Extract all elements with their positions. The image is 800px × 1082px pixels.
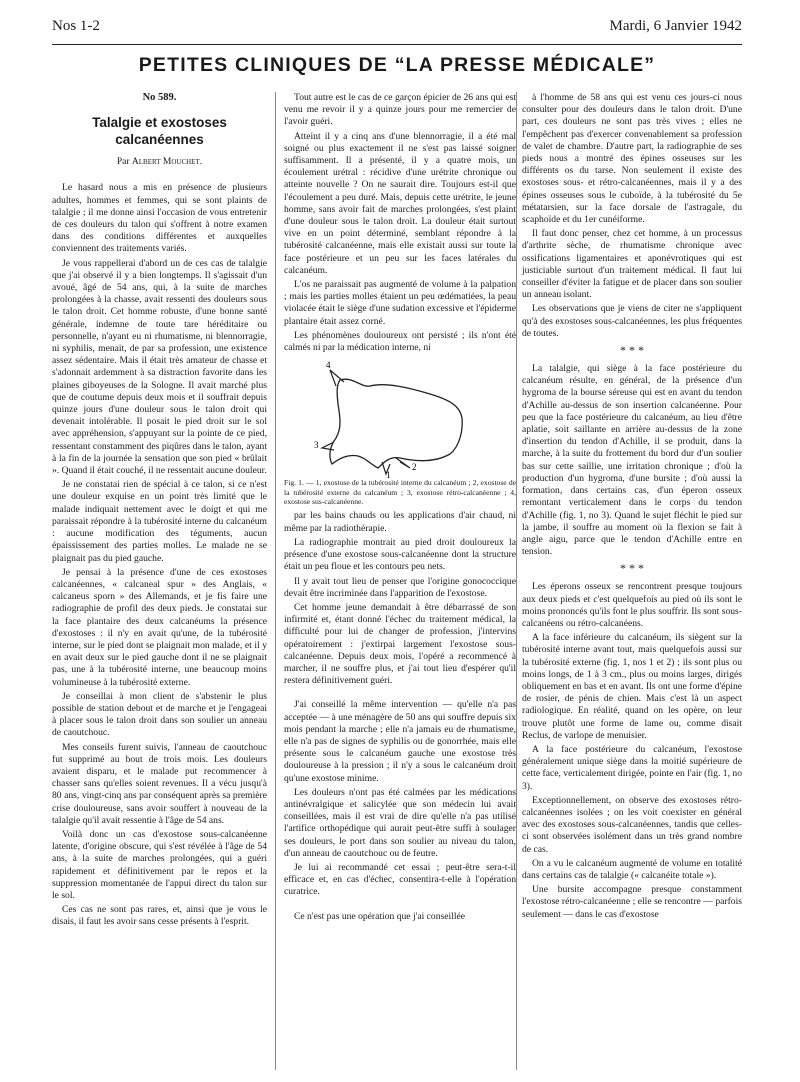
header-rule — [52, 44, 742, 45]
paragraph: Mes conseils furent suivis, l'anneau de caoutchouc fut supprimé au bout de trois mois. Les douleurs avaient disparu, et le malade put recommencer à chasser sans qu'elles soient revenues. Il a vécu jusqu'à 80 ans, vingt-cinq ans par conséquent après sa première crise douloureuse, sans avoir souffert à nouveau de la talalgie qu'il avait ressentie à l'âge de 54 ans. — [52, 741, 267, 826]
author-prefix: Par — [116, 157, 130, 168]
paragraph: La talalgie, qui siège à la face postérieure du calcanéum résulte, en général, de la présence d'un hygroma de la bourse séreuse qui est en avant du tendon d'Achille au-dessus de son insertion calcanéenne. Pour peu que la face postérieure du calcanéum, au lieu d'être aplatie, soit saillante en arrière au-dessus de la zone d'insertion du tendon d'Achille, il se produit, dans la marche, à la suite du frottement du bord dur d'un soulier bas sur cette saillie, une irritation chronique ; d'où la production d'un hygroma, d'une bursite ; d'où aussi la formation, dans certains cas, d'un éperon osseux remontant verticalement dans le corps du tendon d'Achille (fig. 1, no 3). Quand le sujet fléchit le pied sur la jambe, il souffre au moment où la flexion se fait à angle aigu, parce que le tendon d'Achille entre en tension. — [522, 363, 742, 558]
paragraph: Cet homme jeune demandait à être débarrassé de son infirmité et, étant donné l'échec du traitement médical, la difficulté pour lui de changer de profession, j'intervins opératoirement : j'extirpai largement l'exostose sous-calcanéenne. Depuis deux mois, l'opéré a recommencé à marcher, il ne souffre plus, et j'ai tout lieu d'espérer qu'il restera définitivement guéri. — [284, 601, 516, 687]
paragraph: Voilà donc un cas d'exostose sous-calcanéenne latente, d'origine obscure, qui s'est révélée à l'âge de 54 ans, à la suite de marches prolongées, qui a guéri rapidement et définitivement par le repos et la suppression momentanée de l'appui direct du talon sur le sol. — [52, 828, 267, 901]
paragraph: Je vous rappellerai d'abord un de ces cas de talalgie que j'ai observé il y a bien longtemps. Il s'agissait d'un avoué, âgé de 54 ans, qui, à la suite de marches prolongées à la chasse, avait ressenti des douleurs sous le talon droit. Cet homme robuste, d'une bonne santé générale, indemne de toute tare héréditaire ou personnelle, n'ayant eu ni rhumatisme, ni blennorragie, ni syphilis, menait, de par sa profession, une existence assez sédentaire. Mais il était très amateur de chasse et s'adonnait ardemment à sa distraction favorite dans les plaines giboyeuses de la Sologne. Il avait marché plus que de coutume depuis deux mois et il souffrait depuis quinze jours d'une douleur sous le talon droit qui devenait intolérable. Il posait le pied droit sur le sol avec appréhension, s'appuyant sur la pointe de ce pied, ressentant constamment des piqûres dans le talon, ayant à la fin de la journée la sensation que son pied « brûlait ». Quand il était couché, il ne ressentait aucune douleur. — [52, 257, 267, 477]
paragraph: par les bains chauds ou les applications d'air chaud, ni même par la radiothérapie. — [284, 510, 516, 534]
paragraph: Je conseillai à mon client de s'abstenir le plus possible de station debout et de marche et je l'engageai à placer sous le talon droit dans son soulier un anneau de caoutchouc. — [52, 690, 267, 739]
paragraph: Les éperons osseux se rencontrent presque toujours aux deux pieds et c'est quelquefois au pied où ils sont le moins prononcés qu'ils font le plus souffrir. Ils sont sous-calcanéens ou rétro-calcanéens. — [522, 581, 742, 629]
masthead: PETITES CLINIQUES DE “LA PRESSE MÉDICALE” — [138, 54, 656, 76]
fig-label-3: 3 — [314, 440, 319, 451]
column-1 — [52, 92, 267, 931]
figure-caption: Fig. 1. — 1, exostose de la tubérosité interne du calcanéum ; 2, exostose de la tubérosité externe du calcanéum ; 3, exostose rétro-calcanéenne ; 4, exostose sus-calcanéenne. — [284, 478, 516, 507]
paragraph: On a vu le calcanéum augmenté de volume en totalité dans certains cas de talalgie (« calcanéite totale »). — [522, 857, 742, 881]
author-name: Albert Mouchet. — [131, 157, 203, 168]
paragraph: Les douleurs n'ont pas été calmées par les médications antinévralgique et salicylée que son médecin lui avait conseillées, mais il est vrai de dire qu'elle n'a pas utilisé l'artifice orthopédique qui aurait peut-être suffi à soulager ses douleurs, le port dans son soulier au niveau du talon, d'un anneau de caoutchouc ou de feutre. — [284, 786, 516, 859]
column-divider — [516, 92, 517, 1070]
article-author — [52, 156, 267, 168]
paragraph: Il faut donc penser, chez cet homme, à un processus d'arthrite sèche, de rhumatisme chronique avec ossifications ligamentaires et aponévrotiques qui est justiciable surtout d'un traitement médical. Il faut lui conseiller d'éviter la fatigue et de placer dans son soulier un anneau isolant. — [522, 228, 742, 301]
issue-number: Nos 1-2 — [52, 18, 100, 34]
page-header — [52, 18, 742, 40]
paragraph: Je lui ai recommandé cet essai ; peut-être sera-t-il efficace et, en cas d'échec, consentira-t-elle à l'opération curatrice. — [284, 861, 516, 898]
section-separator: * * * — [620, 343, 644, 358]
article-number: No 589. — [142, 92, 177, 103]
paragraph: Ce n'est pas une opération que j'ai conseillée — [294, 910, 466, 922]
column-2 — [284, 92, 516, 925]
fig-label-4: 4 — [326, 360, 331, 371]
article-title: Talalgie et exostoses calcanéennes — [92, 115, 227, 148]
paragraph: La radiographie montrait au pied droit douloureux la présence d'une exostose sous-calcanéenne dont la structure était un peu floue et les contours peu nets. — [284, 536, 516, 573]
paragraph: A la face postérieure du calcanéum, l'exostose généralement unique siège dans la moitié supérieure de cette face, verticalement dirigée, pointe en l'air (fig. 1, no 3). — [522, 743, 742, 792]
fig-label-1: 1 — [386, 470, 391, 479]
paragraph: Les phénomènes douloureux ont persisté ; ils n'ont été calmés ni par la médication interne, ni — [284, 329, 516, 354]
paragraph: A la face inférieure du calcanéum, ils siègent sur la tubérosité interne avant tout, mais quelquefois aussi sur la tubérosité externe (fig. 1, nos 1 et 2) ; ils sont plus ou moins longs, de 1 à 3 cm., plus ou moins larges, dirigés obliquement en bas et en avant. Ils ont une forme d'épine de rosier, de pénis de chien. Mais c'est là un aspect radiologique. En réalité, quand on les opère, on leur trouve plutôt une forme de lame ou, comme disait Reclus, de varlope de menuisier. — [522, 632, 742, 741]
paragraph: J'ai conseillé la même intervention — qu'elle n'a pas acceptée — à une ménagère de 50 ans qui souffre depuis six mois pendant la marche ; elle n'a jamais eu de rhumatisme, elle n'a pas de signes de syphilis ou de gonorrhée, mais elle présente sous le calcanéum gauche une exostose très douloureuse à la pression ; il n'y a sous le calcanéum droit qu'une exostose minime. — [284, 699, 516, 784]
paragraph: Exceptionnellement, on observe des exostoses rétro-calcanéennes isolées ; on les voit coexister en général avec des exostoses sous-calcanéennes, tandis que celles-ci sont observées isolément dans un très grand nombre de cas. — [522, 794, 742, 855]
figure-calcaneum — [284, 358, 516, 506]
paragraph: Une bursite accompagne presque constamment l'exostose rétro-calcanéenne ; elle se rencontre — parfois seulement — dans le cas d'exostose — [522, 884, 742, 920]
calcaneum-outline-drawing — [300, 358, 500, 478]
paragraph: Les observations que je viens de citer ne s'appliquent qu'à des exostoses sous-calcanéennes, les plus fréquentes de toutes. — [522, 303, 742, 339]
paragraph: Ces cas ne sont pas rares, et, ainsi que je vous le disais, il faut les avoir sans cesse présents à l'esprit. — [52, 904, 267, 928]
column-divider — [275, 92, 276, 1070]
paragraph: à l'homme de 58 ans qui est venu ces jours-ci nous consulter pour des douleurs dans le talon droit. D'une part, ces douleurs ne sont pas très vives ; elles ne l'empêchent pas d'exercer convenablement sa profession de valet de chambre. D'autre part, la radiographie de ses pieds nous a montré des épines osseuses sur les différents os du tarse. Non seulement il existe des exostoses sous- et rétro-calcanéennes, mais il y a des épines osseuses sous le cuboïde, à la tubérosité du 5e métatarsien, sur la face dorsale de l'astragale, du scaphoïde et du 1er cunéiforme. — [522, 92, 742, 226]
paragraph: L'os ne paraissait pas augmenté de volume à la palpation ; mais les parties molles étaient un peu œdématiées, la peau violacée était le siège d'une sudation excessive et l'épiderme plantaire était assez corné. — [284, 279, 516, 327]
paragraph: Tout autre est le cas de ce garçon épicier de 26 ans qui est venu me revoir il y a quinze jours pour me remercier de l'avoir guéri. — [284, 92, 516, 128]
issue-date: Mardi, 6 Janvier 1942 — [609, 18, 742, 34]
paragraph: Je ne constatai rien de spécial à ce talon, si ce n'est une douleur exquise en un point très limité que le malade indiquait nettement avec le doigt et qui me paraissait répondre à la tubérosité interne du calcanéum : aucune modification des téguments, aucun épaississement des parties molles. Le malade ne se plaignait pas du pied gauche. — [52, 479, 267, 564]
paragraph: Je pensai à la présence d'une de ces exostoses calcanéennes, « calcaneal spur » des Anglais, « calcaneus sporn » des Allemands, et je fis faire une radiographie de profil des deux pieds. Je constatai sur la face plantaire des deux calcanéums la présence d'exostoses : il n'y en avait qu'une, de la tubérosité interne, sur le pied dont se plaignait mon malade, et il y en avait deux sur le pied gauche dont il ne se plaignait pas, une à la tubérosité interne, une beaucoup moins volumineuse à la tubérosité externe. — [52, 566, 267, 688]
fig-label-2: 2 — [412, 462, 417, 473]
bone-outline — [330, 379, 462, 468]
column-3 — [522, 92, 742, 923]
paragraph: Il y avait tout lieu de penser que l'origine gonococcique devait être incriminée dans l'apparition de l'exostose. — [284, 575, 516, 599]
spur-4 — [330, 370, 344, 386]
paragraph: Atteint il y a cinq ans d'une blennorragie, il a été mal soigné ou plus exactement il ne s'est pas laissé soigner suffisamment. Il a présenté, il y a quatre mois, un écoulement urétral : récidive d'une urétrite chronique ou atteinte nouvelle ? On ne saurait dire. Toujours est-il que l'écoulement a peu duré. Mais, depuis cette urétrite, le jeune homme, sans avoir fait de marches prolongées, s'est plaint d'une douleur sous le talon droit. La douleur était surtout vive en un point déterminé, semblant répondre à la tubérosité calcanéenne, mais elle existait aussi sur toute la face postérieure et un peu sur les faces latérales du calcanéum. — [284, 130, 516, 276]
paragraph: Le hasard nous a mis en présence de plusieurs adultes, hommes et femmes, qui se sont plaints de talalgie ; il me donne ainsi l'occasion de vous entretenir de ces douleurs du talon qui s'offrent à notre examen dans des conditions différentes et auxquelles conviennent des traitements variés. — [52, 182, 267, 255]
section-separator: * * * — [620, 561, 644, 576]
